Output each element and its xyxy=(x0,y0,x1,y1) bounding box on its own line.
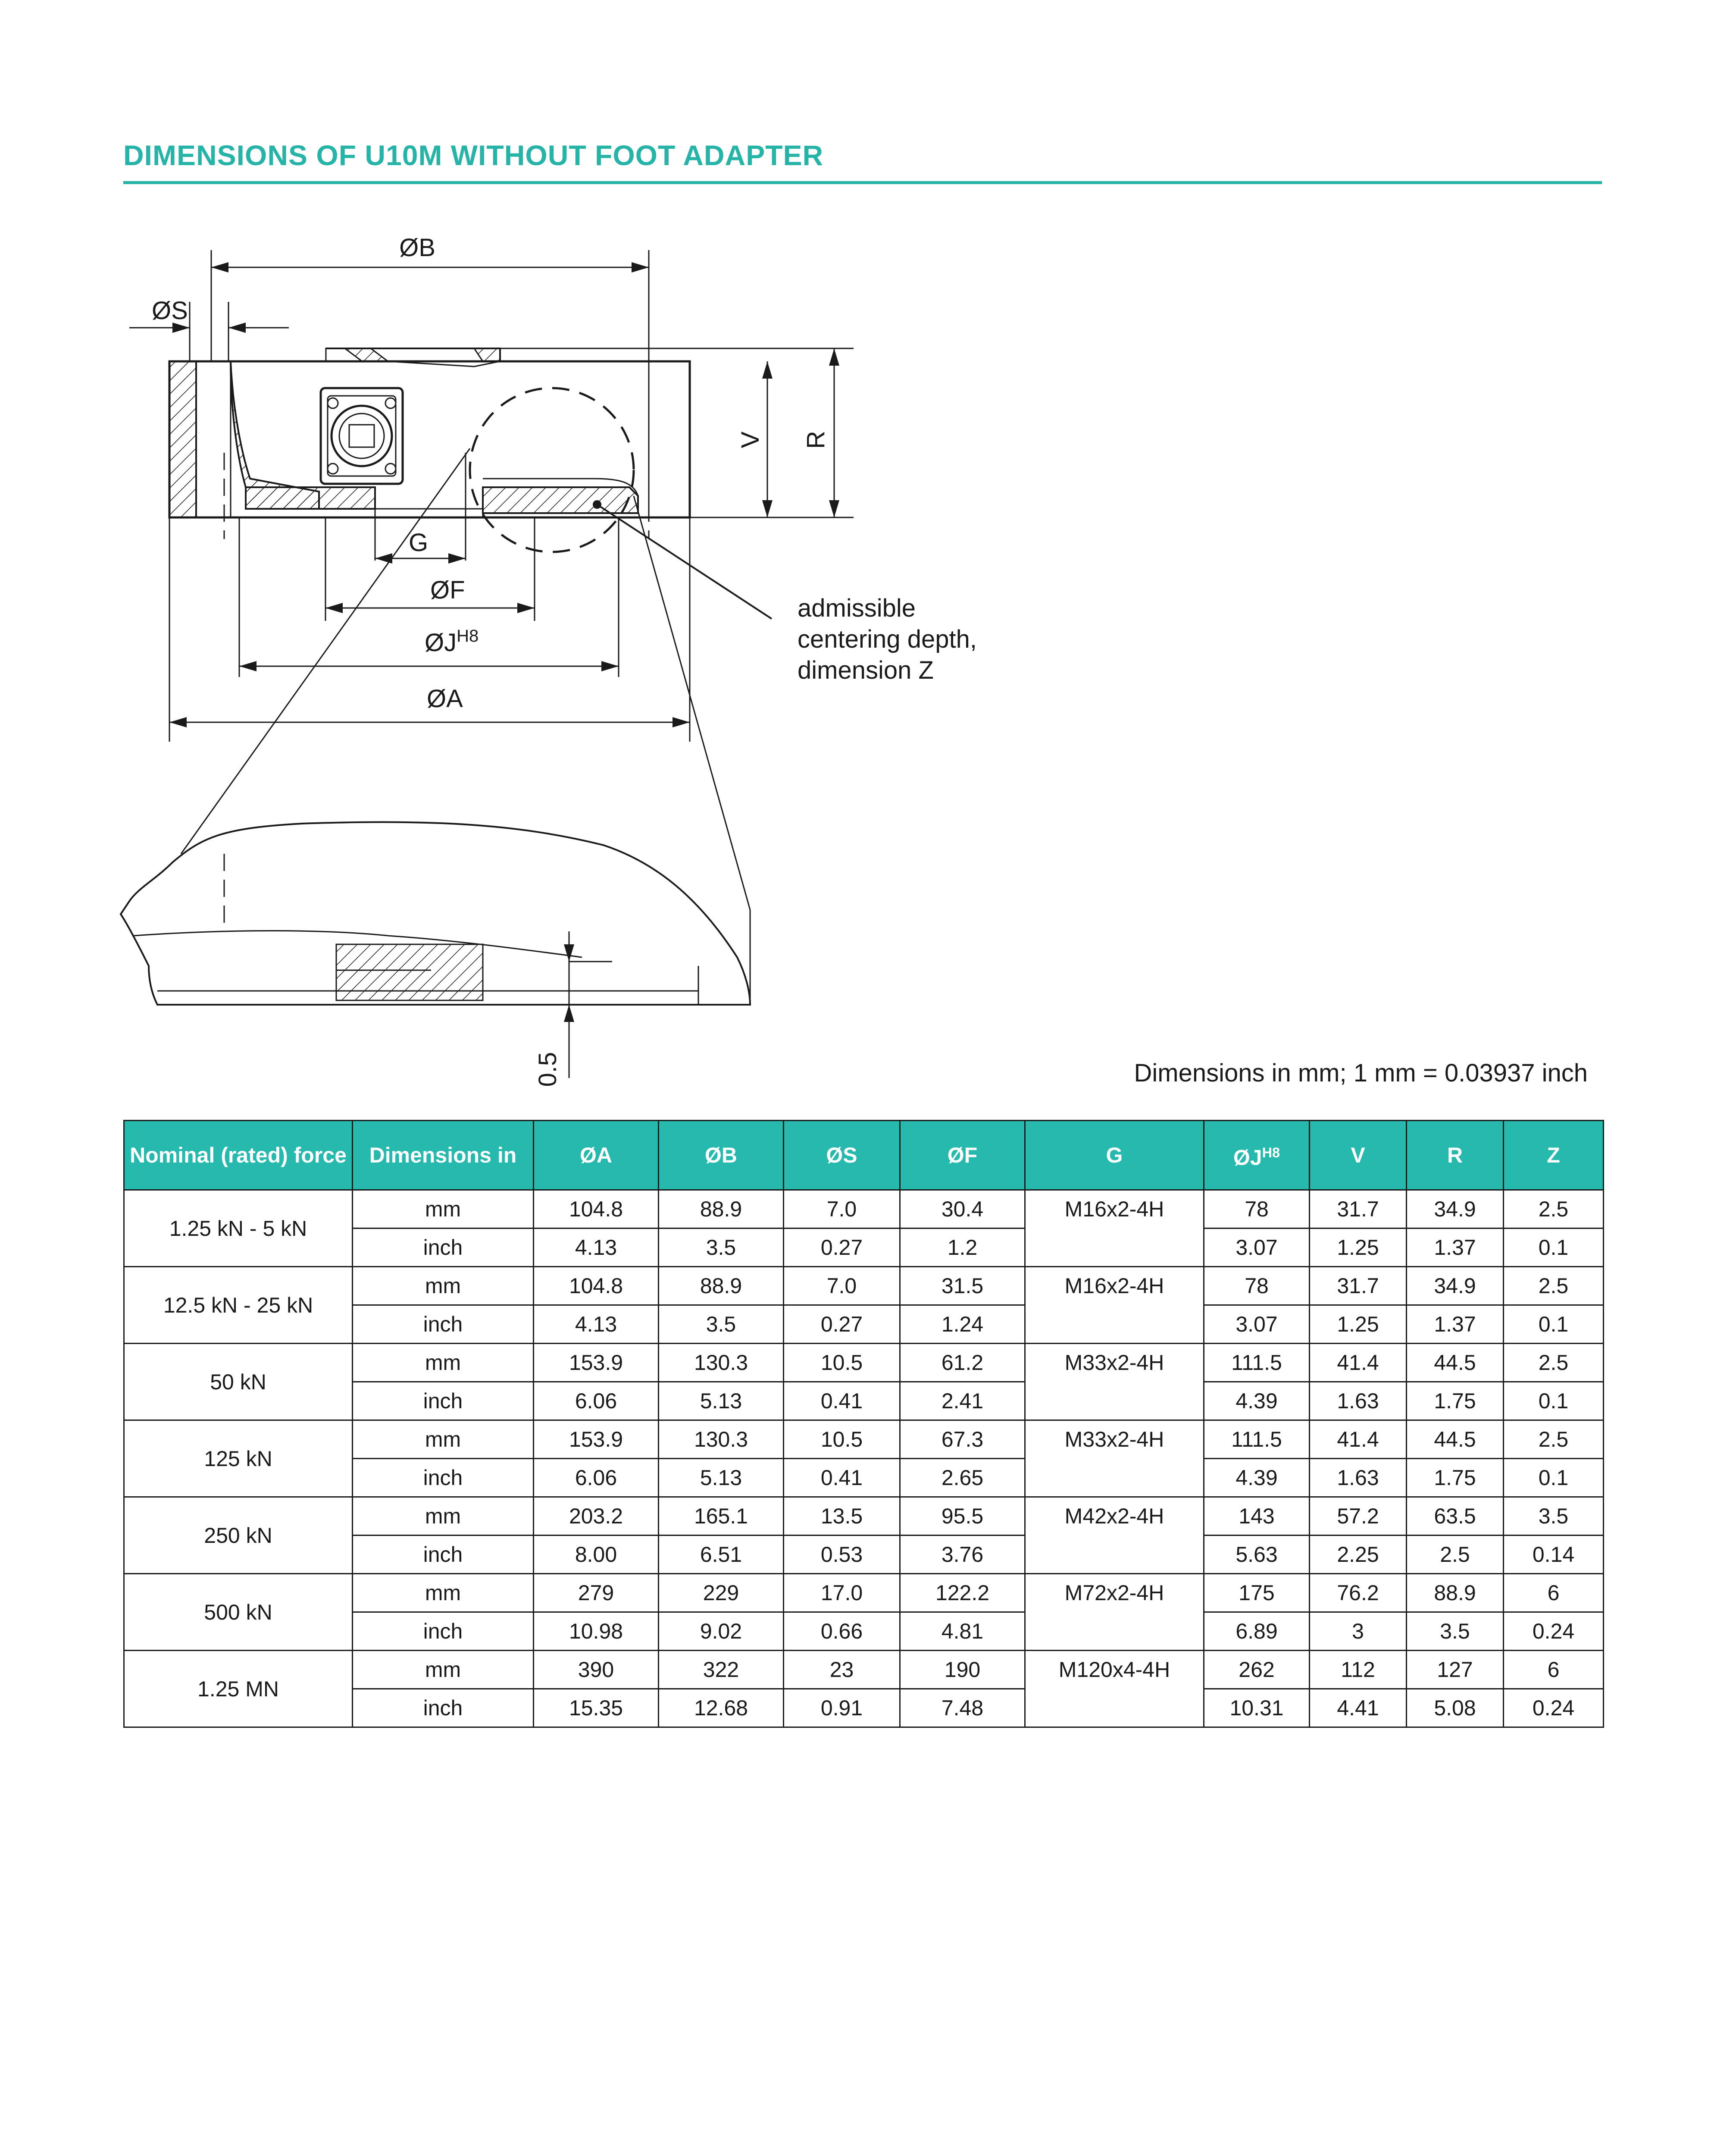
value-cell-f: 67.3 xyxy=(900,1420,1025,1459)
value-cell-f: 190 xyxy=(900,1651,1025,1689)
value-cell-a: 15.35 xyxy=(534,1689,659,1727)
label-j: $ØJ^{H8}$ xyxy=(425,627,479,657)
value-cell-j: 262 xyxy=(1204,1651,1310,1689)
value-cell-j: 111.5 xyxy=(1204,1344,1310,1382)
connector-icon xyxy=(321,388,403,484)
value-cell-f: 1.2 xyxy=(900,1228,1025,1267)
table-body xyxy=(124,1190,1604,1727)
value-cell-f: 95.5 xyxy=(900,1497,1025,1536)
header-s: ØS xyxy=(784,1121,900,1190)
value-cell-b: 6.51 xyxy=(659,1536,784,1574)
value-cell-z: 0.24 xyxy=(1504,1689,1604,1727)
force-cell: 1.25 kN - 5 kN xyxy=(124,1190,353,1267)
unit-cell: mm xyxy=(353,1267,534,1305)
detail-circle xyxy=(470,388,634,552)
value-cell-j: 78 xyxy=(1204,1267,1310,1305)
value-cell-a: 279 xyxy=(534,1574,659,1612)
value-cell-r: 34.9 xyxy=(1407,1267,1504,1305)
label-a: ØA xyxy=(427,685,463,713)
unit-cell: mm xyxy=(353,1497,534,1536)
value-cell-z: 6 xyxy=(1504,1574,1604,1612)
unit-cell: mm xyxy=(353,1344,534,1382)
label-g: G xyxy=(409,529,429,557)
value-cell-b: 322 xyxy=(659,1651,784,1689)
value-cell-a: 104.8 xyxy=(534,1267,659,1305)
value-cell-v: 41.4 xyxy=(1310,1420,1407,1459)
unit-cell: inch xyxy=(353,1305,534,1344)
label-depth: 0.5 xyxy=(534,1052,562,1087)
value-cell-v: 57.2 xyxy=(1310,1497,1407,1536)
force-cell: 250 kN xyxy=(124,1497,353,1574)
value-cell-a: 104.8 xyxy=(534,1190,659,1228)
value-cell-b: 3.5 xyxy=(659,1305,784,1344)
value-cell-v: 31.7 xyxy=(1310,1267,1407,1305)
value-cell-j: 3.07 xyxy=(1204,1228,1310,1267)
value-cell-r: 88.9 xyxy=(1407,1574,1504,1612)
value-cell-r: 5.08 xyxy=(1407,1689,1504,1727)
value-cell-b: 130.3 xyxy=(659,1420,784,1459)
value-cell-f: 3.76 xyxy=(900,1536,1025,1574)
thread-cell: M42x2-4H xyxy=(1025,1497,1204,1574)
value-cell-r: 1.37 xyxy=(1407,1305,1504,1344)
table-row xyxy=(124,1344,1604,1382)
value-cell-f: 7.48 xyxy=(900,1689,1025,1727)
top-cap xyxy=(326,348,854,361)
table-row xyxy=(124,1497,1604,1536)
value-cell-z: 2.5 xyxy=(1504,1420,1604,1459)
label-b: ØB xyxy=(399,234,435,262)
value-cell-s: 10.5 xyxy=(784,1344,900,1382)
thread-cell: M33x2-4H xyxy=(1025,1420,1204,1497)
header-v: V xyxy=(1310,1121,1407,1190)
value-cell-b: 3.5 xyxy=(659,1228,784,1267)
value-cell-a: 10.98 xyxy=(534,1612,659,1651)
value-cell-r: 63.5 xyxy=(1407,1497,1504,1536)
value-cell-j: 5.63 xyxy=(1204,1536,1310,1574)
header-z: Z xyxy=(1504,1121,1604,1190)
unit-cell: inch xyxy=(353,1382,534,1420)
value-cell-b: 9.02 xyxy=(659,1612,784,1651)
value-cell-j: 4.39 xyxy=(1204,1459,1310,1497)
table-row xyxy=(124,1574,1604,1612)
value-cell-z: 6 xyxy=(1504,1651,1604,1689)
value-cell-j: 6.89 xyxy=(1204,1612,1310,1651)
value-cell-s: 13.5 xyxy=(784,1497,900,1536)
label-f: ØF xyxy=(430,576,465,604)
table-header-row xyxy=(124,1121,1604,1190)
value-cell-a: 8.00 xyxy=(534,1536,659,1574)
value-cell-j: 3.07 xyxy=(1204,1305,1310,1344)
value-cell-f: 2.65 xyxy=(900,1459,1025,1497)
value-cell-a: 4.13 xyxy=(534,1305,659,1344)
value-cell-v: 4.41 xyxy=(1310,1689,1407,1727)
force-cell: 1.25 MN xyxy=(124,1651,353,1727)
value-cell-j: 175 xyxy=(1204,1574,1310,1612)
value-cell-s: 7.0 xyxy=(784,1190,900,1228)
value-cell-b: 12.68 xyxy=(659,1689,784,1727)
value-cell-a: 153.9 xyxy=(534,1420,659,1459)
callout-line-3: dimension Z xyxy=(798,656,934,684)
value-cell-f: 122.2 xyxy=(900,1574,1025,1612)
value-cell-v: 3 xyxy=(1310,1612,1407,1651)
unit-cell: inch xyxy=(353,1228,534,1267)
value-cell-s: 0.91 xyxy=(784,1689,900,1727)
value-cell-a: 390 xyxy=(534,1651,659,1689)
value-cell-r: 44.5 xyxy=(1407,1420,1504,1459)
value-cell-z: 2.5 xyxy=(1504,1344,1604,1382)
value-cell-v: 1.25 xyxy=(1310,1228,1407,1267)
thread-cell: M120x4-4H xyxy=(1025,1651,1204,1727)
value-cell-r: 44.5 xyxy=(1407,1344,1504,1382)
header-f: ØF xyxy=(900,1121,1025,1190)
hatched-flange xyxy=(246,487,375,509)
unit-cell: inch xyxy=(353,1536,534,1574)
value-cell-b: 130.3 xyxy=(659,1344,784,1382)
table-row xyxy=(124,1267,1604,1305)
force-cell: 125 kN xyxy=(124,1420,353,1497)
value-cell-j: 4.39 xyxy=(1204,1382,1310,1420)
value-cell-j: 78 xyxy=(1204,1190,1310,1228)
value-cell-s: 7.0 xyxy=(784,1267,900,1305)
header-a: ØA xyxy=(534,1121,659,1190)
value-cell-z: 0.1 xyxy=(1504,1305,1604,1344)
value-cell-v: 112 xyxy=(1310,1651,1407,1689)
value-cell-a: 203.2 xyxy=(534,1497,659,1536)
value-cell-z: 2.5 xyxy=(1504,1190,1604,1228)
unit-cell: inch xyxy=(353,1612,534,1651)
force-cell: 50 kN xyxy=(124,1344,353,1420)
table-row xyxy=(124,1651,1604,1689)
value-cell-r: 2.5 xyxy=(1407,1536,1504,1574)
value-cell-r: 1.75 xyxy=(1407,1459,1504,1497)
value-cell-v: 31.7 xyxy=(1310,1190,1407,1228)
page-title: DIMENSIONS OF U10M WITHOUT FOOT ADAPTER xyxy=(123,139,824,171)
thread-cell: M16x2-4H xyxy=(1025,1267,1204,1344)
thread-cell: M72x2-4H xyxy=(1025,1574,1204,1651)
value-cell-s: 0.27 xyxy=(784,1305,900,1344)
label-v: V xyxy=(736,431,764,448)
value-cell-v: 1.63 xyxy=(1310,1459,1407,1497)
value-cell-v: 41.4 xyxy=(1310,1344,1407,1382)
value-cell-b: 88.9 xyxy=(659,1267,784,1305)
value-cell-b: 5.13 xyxy=(659,1459,784,1497)
value-cell-z: 0.14 xyxy=(1504,1536,1604,1574)
value-cell-a: 153.9 xyxy=(534,1344,659,1382)
table-row xyxy=(124,1420,1604,1459)
value-cell-s: 0.41 xyxy=(784,1459,900,1497)
value-cell-s: 0.53 xyxy=(784,1536,900,1574)
hatched-wall-left xyxy=(169,361,196,517)
value-cell-b: 88.9 xyxy=(659,1190,784,1228)
value-cell-j: 111.5 xyxy=(1204,1420,1310,1459)
header-dims-in: Dimensions in xyxy=(353,1121,534,1190)
unit-cell: mm xyxy=(353,1420,534,1459)
label-s: ØS xyxy=(152,297,188,325)
label-r: R xyxy=(802,431,830,449)
value-cell-v: 1.25 xyxy=(1310,1305,1407,1344)
value-cell-f: 31.5 xyxy=(900,1267,1025,1305)
value-cell-s: 17.0 xyxy=(784,1574,900,1612)
value-cell-s: 0.66 xyxy=(784,1612,900,1651)
value-cell-r: 127 xyxy=(1407,1651,1504,1689)
value-cell-f: 61.2 xyxy=(900,1344,1025,1382)
value-cell-a: 6.06 xyxy=(534,1382,659,1420)
force-cell: 500 kN xyxy=(124,1574,353,1651)
value-cell-f: 4.81 xyxy=(900,1612,1025,1651)
value-cell-r: 1.75 xyxy=(1407,1382,1504,1420)
callout-line-2: centering depth, xyxy=(798,625,977,653)
unit-cell: inch xyxy=(353,1689,534,1727)
value-cell-s: 23 xyxy=(784,1651,900,1689)
force-cell: 12.5 kN - 25 kN xyxy=(124,1267,353,1344)
value-cell-a: 6.06 xyxy=(534,1459,659,1497)
value-cell-z: 0.1 xyxy=(1504,1382,1604,1420)
value-cell-a: 4.13 xyxy=(534,1228,659,1267)
units-note: Dimensions in mm; 1 mm = 0.03937 inch xyxy=(1134,1059,1588,1087)
value-cell-v: 2.25 xyxy=(1310,1536,1407,1574)
value-cell-s: 10.5 xyxy=(784,1420,900,1459)
header-force: Nominal (rated) force xyxy=(124,1121,353,1190)
callout-line-1: admissible xyxy=(798,594,916,622)
thread-cell: M16x2-4H xyxy=(1025,1190,1204,1267)
header-b: ØB xyxy=(659,1121,784,1190)
header-j: $ØJ^{H8}$ xyxy=(1204,1121,1310,1190)
value-cell-j: 10.31 xyxy=(1204,1689,1310,1727)
value-cell-r: 34.9 xyxy=(1407,1190,1504,1228)
value-cell-v: 1.63 xyxy=(1310,1382,1407,1420)
dimensions-table xyxy=(123,1120,1604,1728)
value-cell-z: 3.5 xyxy=(1504,1497,1604,1536)
value-cell-b: 165.1 xyxy=(659,1497,784,1536)
value-cell-r: 3.5 xyxy=(1407,1612,1504,1651)
value-cell-j: 143 xyxy=(1204,1497,1310,1536)
value-cell-f: 1.24 xyxy=(900,1305,1025,1344)
thread-cell: M33x2-4H xyxy=(1025,1344,1204,1420)
table-row xyxy=(124,1190,1604,1228)
value-cell-z: 0.24 xyxy=(1504,1612,1604,1651)
value-cell-v: 76.2 xyxy=(1310,1574,1407,1612)
value-cell-b: 5.13 xyxy=(659,1382,784,1420)
value-cell-s: 0.41 xyxy=(784,1382,900,1420)
value-cell-z: 0.1 xyxy=(1504,1459,1604,1497)
value-cell-z: 2.5 xyxy=(1504,1267,1604,1305)
unit-cell: inch xyxy=(353,1459,534,1497)
unit-cell: mm xyxy=(353,1190,534,1228)
header-g: G xyxy=(1025,1121,1204,1190)
value-cell-r: 1.37 xyxy=(1407,1228,1504,1267)
value-cell-f: 30.4 xyxy=(900,1190,1025,1228)
value-cell-s: 0.27 xyxy=(784,1228,900,1267)
value-cell-f: 2.41 xyxy=(900,1382,1025,1420)
unit-cell: mm xyxy=(353,1574,534,1612)
value-cell-b: 229 xyxy=(659,1574,784,1612)
unit-cell: mm xyxy=(353,1651,534,1689)
header-r: R xyxy=(1407,1121,1504,1190)
value-cell-z: 0.1 xyxy=(1504,1228,1604,1267)
